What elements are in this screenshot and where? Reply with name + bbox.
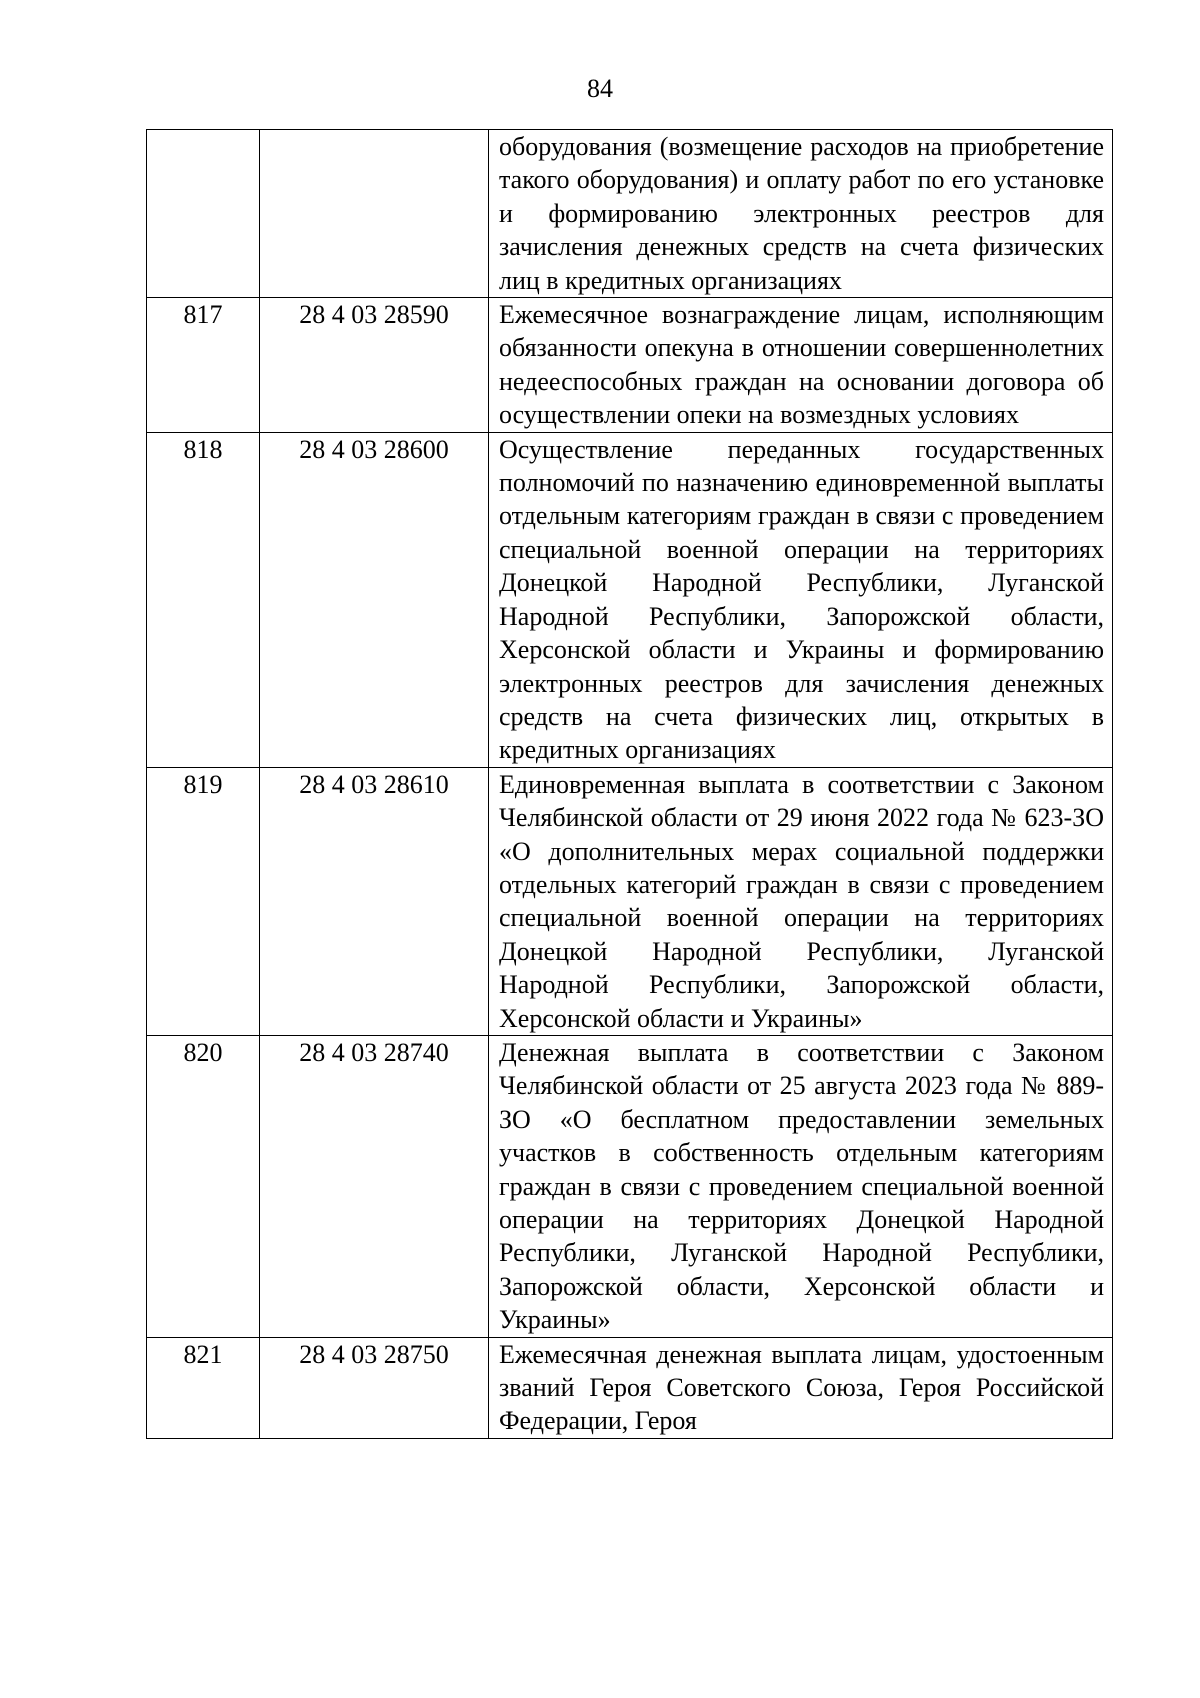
row-description-text: Ежемесячная денежная выплата лицам, удостоенным званий Героя Советского Союза, Героя Российской Федерации, Героя (499, 1339, 1104, 1436)
table-row (147, 432, 1113, 767)
row-code: 28 4 03 28750 (260, 1337, 489, 1438)
row-description-text: Единовременная выплата в соответствии с Законом Челябинской области от 29 июня 2022 года № 623-ЗО «О дополнительных мерах социальной поддержки отдельных категорий граждан в связи с проведением специальной военной операции на территориях Донецкой Народной Республики, Луганской Народной Республики, Запорожской области, Херсонской области и Украины» (499, 769, 1104, 1033)
budget-table (146, 129, 1113, 1439)
row-description (489, 298, 1113, 433)
table-row (147, 767, 1113, 1035)
table-row (147, 1035, 1113, 1337)
row-number (147, 130, 260, 298)
row-description (489, 130, 1113, 298)
row-number: 819 (147, 767, 260, 1035)
table-row (147, 130, 1113, 298)
row-description-text: Осуществление переданных государственных полномочий по назначению единовременной выплаты отдельным категориям граждан в связи с проведением специальной военной операции на территориях Донецкой Народной Республики, Луганской Народной Республики, Запорожской области, Херсонской области и Украины и формированию электронных реестров для зачисления денежных средств на счета физических лиц, открытых в кредитных организациях (499, 434, 1104, 765)
table-row (147, 298, 1113, 433)
row-description-text: Денежная выплата в соответствии с Законом Челябинской области от 25 августа 2023 года № 889-ЗО «О бесплатном предоставлении земельных участков в собственность отдельным категориям граждан в связи с проведением специальной военной операции на территориях Донецкой Народной Республики, Луганской Народной Республики, Запорожской области, Херсонской области и Украины» (499, 1037, 1104, 1335)
row-number: 817 (147, 298, 260, 433)
page-number: 84 (587, 74, 613, 103)
table-row (147, 1337, 1113, 1438)
row-number: 820 (147, 1035, 260, 1337)
row-description (489, 1035, 1113, 1337)
row-code: 28 4 03 28600 (260, 432, 489, 767)
row-code: 28 4 03 28610 (260, 767, 489, 1035)
row-description-text: Ежемесячное вознаграждение лицам, исполняющим обязанности опекуна в отношении совершеннолетних недееспособных граждан на основании договора об осуществлении опеки на возмездных условиях (499, 300, 1104, 430)
row-code: 28 4 03 28740 (260, 1035, 489, 1337)
row-number: 821 (147, 1337, 260, 1438)
row-description (489, 767, 1113, 1035)
row-code: 28 4 03 28590 (260, 298, 489, 433)
row-description (489, 1337, 1113, 1438)
row-number: 818 (147, 432, 260, 767)
row-code (260, 130, 489, 298)
row-description (489, 432, 1113, 767)
row-description-text: оборудования (возмещение расходов на приобретение такого оборудования) и оплату работ по его установке и формированию электронных реестров для зачисления денежных средств на счета физических лиц в кредитных организациях (499, 132, 1104, 295)
